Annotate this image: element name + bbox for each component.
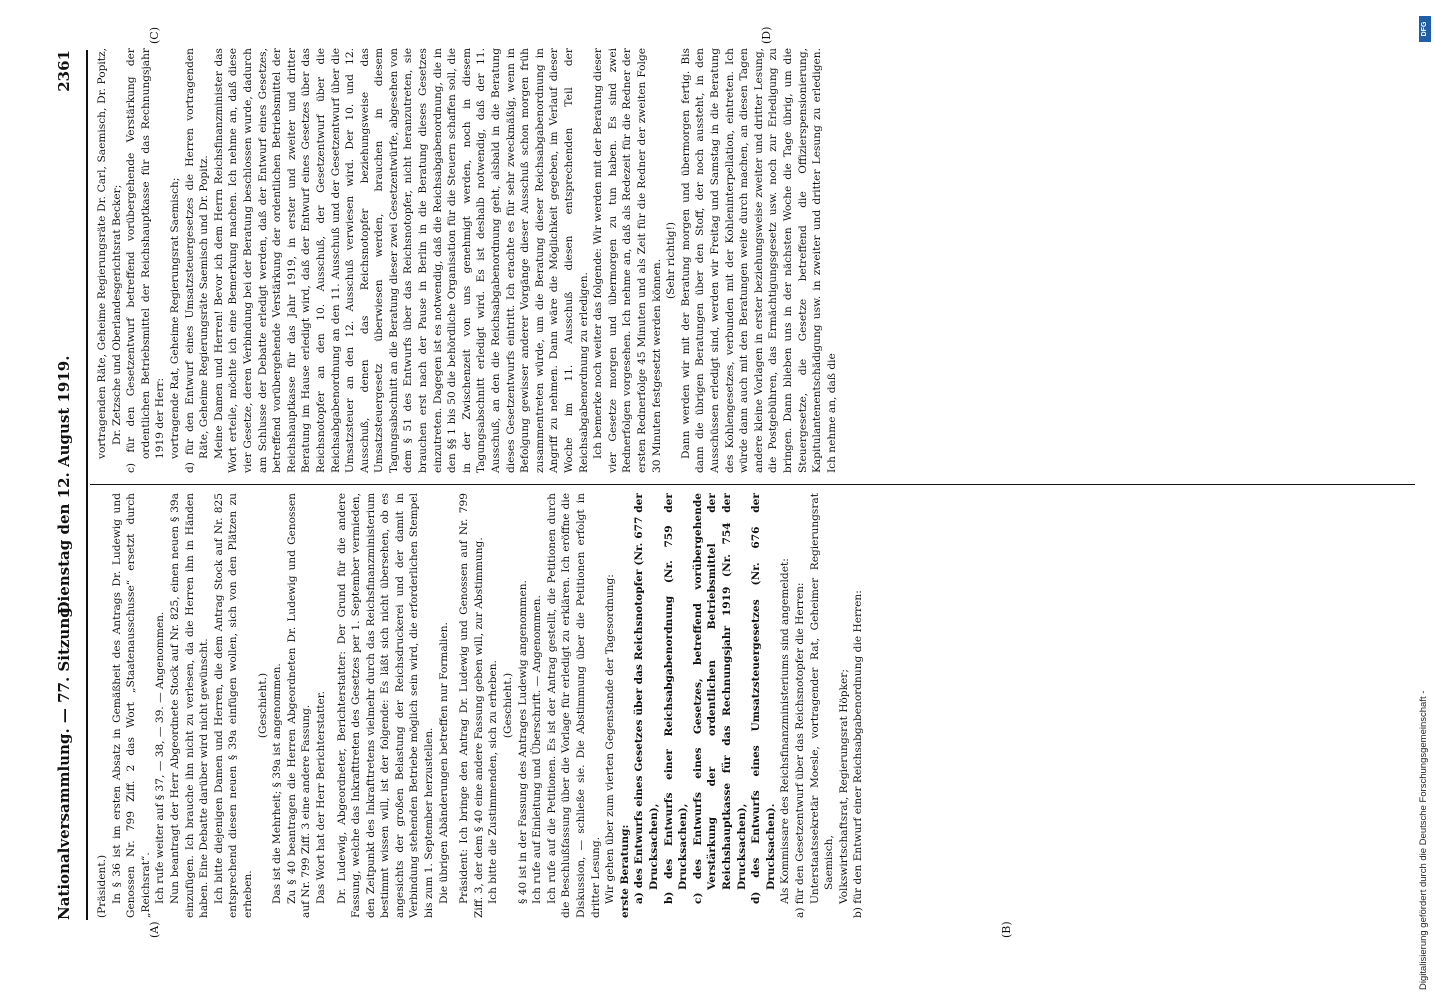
column-divider bbox=[90, 484, 1415, 485]
digitization-sidebar bbox=[1418, 10, 1432, 990]
speaker-tag: (Präsident.) bbox=[96, 854, 108, 918]
agenda-item: d) des Entwurfs eines Umsatzsteuergesetzes (Nr. 676 der Drucksachen). bbox=[750, 493, 777, 904]
commissioner-item: b) für den Entwurf einer Reichsabgabenordnung die Herren: bbox=[852, 590, 865, 918]
paragraph: In § 36 ist im ersten Absatz in Gemäßheit des Antrags Dr. Ludewig und Genossen Nr. 799 Ziff. 2 das Wort „Staatenausschusse“ ersetzt durch „Reichsrat“. bbox=[110, 493, 152, 918]
commissioner-item: a) für den Gesetzentwurf über das Reichsnotopfer die Herren: bbox=[793, 582, 806, 918]
margin-label-a: (A) bbox=[148, 921, 161, 938]
paragraph: Die übrigen Abänderungen betreffen nur Formalien. bbox=[437, 622, 450, 904]
right-column bbox=[95, 48, 839, 473]
agenda-heading: erste Beratung: bbox=[618, 824, 631, 918]
page-number: 2361 bbox=[55, 50, 73, 92]
paragraph: Ich bitte diejenigen Damen und Herren, die dem Antrag Stock auf Nr. 825 entsprechend diesen neuen § 39a einfügen wollen, sich von den Plätzen zu erheben. bbox=[212, 493, 254, 918]
paragraph: Das Wort hat der Herr Berichterstatter. bbox=[314, 690, 327, 904]
header-left: Nationalversammlung. — 77. Sitzung. bbox=[55, 602, 73, 920]
paragraph: Ich bitte die Zustimmenden, sich zu erheben. bbox=[487, 660, 500, 904]
paragraph: Dr. Ludewig, Abgeordneter, Berichterstatter: Der Grund für die andere Fassung, welche das Inkrafttreten des Gesetzes per 1. September vermieden, den Zeitpunkt des Inkrafttretens vielmehr durch das Reichsfinanzministerium bestimmt wissen will, ist der folgende: Es läßt sich nicht übersehen, ob es angesichts der großen Belastung der Reichsdruckerei und der damit in Verbindung stehenden Betriebe möglich sein wird, die erforderlichen Stempel bis zum 1. September herzustellen. bbox=[335, 493, 436, 918]
paragraph: Meine Damen und Herren! Bevor ich dem Herrn Reichsfinanzminister das Wort erteile, möchte ich eine Bemerkung machen. Ich nehme an, daß diese vier Gesetze, deren Verbindung bei der Beratung beschlossen wurde, dadurch am Schlusse der Debatte erledigt werden, daß der Entwurf eines Gesetzes, betreffend vorübergehende Verstärkung der ordentlichen Betriebsmittel der Reichshauptkasse für das Jahr 1919, in erster und zweiter und dritter Beratung im Hause erledigt wird, daß der Entwurf eines Gesetzes über das Reichsnotopfer an den 10. Ausschuß, der Gesetzentwurf über die Reichsabgabenordnung an den 11. Ausschuß und der Gesetzentwurf über die Umsatzsteuer an den 12. Ausschuß verwiesen wird. Der 10. und 12. Ausschuß, denen das Reichsnotopfer beziehungsweise das Umsatzsteuergesetz überwiesen werden, brauchen in diesem Tagungsabschnitt an die Beratung dieser zwei Gesetzentwürfe, abgesehen von dem § 51 des Entwurfs über das Reichsnotopfer, nicht heranzutreten, sie brauchen erst nach der Pause in Berlin in die Beratung dieses Gesetzes einzutreten. Dagegen ist es notwendig, daß die Reichsabgabenordnung, die in den §§ 1 bis 50 die behördliche Organisation für die Steuern schaffen soll, die in der Zwischenzeit von uns genehmigt werden, noch in diesem Tagungsabschnitt erledigt wird. Es ist deshalb notwendig, daß der 11. Ausschuß, an den die Reichsabgabenordnung geht, alsbald in die Beratung dieses Gesetzentwurfs eintritt. Ich erachte es für sehr zweckmäßig, wenn in Befolgung gewisser anderer Vorgänge dieser Ausschuß schon morgen früh zusammentreten würde, um die Beratung dieser Reichsabgabenordnung in Angriff zu nehmen. Dann wäre die Möglichkeit gegeben, im Verlauf dieser Woche im 11. Ausschuß diesen entsprechenden Teil der Reichsabgabenordnung zu erledigen. bbox=[212, 48, 590, 473]
stage-direction: (Sehr richtig!) bbox=[665, 222, 678, 299]
sidebar-credit: Digitalisierung gefördert durch die Deutsche Forschungsgemeinschaft - bbox=[1418, 690, 1429, 990]
commissioner-names: Unterstaatssekretär Moesle, vortragender Rat, Geheimer Regierungsrat Saemisch, bbox=[808, 493, 836, 904]
paragraph: Als Kommissare des Reichsfinanzministeriums sind angemeldet: bbox=[779, 558, 792, 904]
page-header bbox=[55, 50, 83, 920]
dfg-logo: DFG bbox=[1419, 16, 1431, 42]
margin-label-b: (B) bbox=[1000, 921, 1013, 938]
stage-direction: (Geschieht.) bbox=[256, 672, 269, 739]
paragraph: Zu § 40 beantragen die Herren Abgeordneten Dr. Ludewig und Genossen auf Nr. 799 Ziff. 3 eine andere Fassung. bbox=[285, 493, 313, 918]
margin-label-d: (D) bbox=[760, 26, 773, 44]
commissioner-names: vortragenden Räte, Geheime Regierungsräte Dr. Carl, Saemisch, Dr. Popitz, Dr. Zetzsche und Oberlandesgerichtsrat Becker; bbox=[96, 48, 123, 459]
paragraph: Ich rufe auf die Petitionen. Es ist der Antrag gestellt, die Petitionen durch die Beschlußfassung über die Vorlage für erledigt zu erklären. Ich eröffne die Diskussion, — schließe sie. Die Abstimmung über die Petitionen erfolgt in dritter Lesung. bbox=[545, 493, 602, 918]
paragraph: Präsident: Ich bringe den Antrag Dr. Ludewig und Genossen auf Nr. 799 Ziff. 3, der dem § 40 eine andere Fassung geben will, zur Abstimmung. bbox=[458, 493, 485, 918]
paragraph: Ich rufe weiter auf § 37, — 38, — 39. — Angenommen. bbox=[154, 611, 167, 904]
commissioner-names: vortragende Rat, Geheime Regierungsrat Saemisch; bbox=[168, 177, 181, 459]
paragraph: Ich bemerke noch weiter das folgende: Wir werden mit der Beratung dieser vier Gesetze morgen und übermorgen zu tun haben. Es sind zwei Rednerfolgen vorgesehen. Ich nehme an, daß als Redezeit für die Redner der ersten Rednerfolge 45 Minuten und als Zeit für die Redner der zweiten Folge 30 Minuten festgesetzt werden können. bbox=[592, 48, 663, 473]
paragraph: Wir gehen über zum vierten Gegenstande der Tagesordnung: bbox=[604, 574, 617, 904]
left-column bbox=[95, 493, 866, 918]
header-date: Dienstag den 12. August 1919. bbox=[55, 355, 73, 615]
paragraph: Dann werden wir mit der Beratung morgen und übermorgen fertig. Bis dann die übrigen Beratungen über den Stoff, der noch aussteht, in den Ausschüssen erledigt sind, werden wir Freitag und Samstag in die Beratung des Kohlengesetzes, verbunden mit der Kohleninterpellation, eintreten. Ich würde dann auch mit den Beratungen weite durch machen, an diesen Tagen andere kleine Vorlagen in erster beziehungsweise zweiter und dritter Lesung, die Postgebühren, das Ermächtigungsgesetz usw. noch zur Erledigung zu bringen. Dann blieben uns in der nächsten Woche die Tage übrig, um die Steuergesetze, die Gesetze betreffend die Offizierspensionierung, Kapitulantenentschädigung usw. in zweiter und dritter Lesung zu erledigen. Ich nehme an, daß die bbox=[679, 48, 838, 473]
commissioner-item: d) für den Entwurf eines Umsatzsteuergesetzes die Herren vortragenden Räte, Geheime Regierungsräte Saemisch und Dr. Popitz. bbox=[183, 48, 211, 473]
paragraph: § 40 ist in der Fassung des Antrages Ludewig angenommen. bbox=[516, 580, 529, 904]
margin-label-c: (C) bbox=[148, 27, 161, 44]
paragraph: Das ist die Mehrheit; § 39a ist angenommen. bbox=[271, 663, 284, 904]
agenda-item: a) des Entwurfs eines Gesetzes über das Reichsnotopfer (Nr. 677 der Drucksachen), bbox=[633, 493, 660, 904]
stage-direction: (Geschieht.) bbox=[502, 672, 515, 739]
agenda-item: c) des Entwurfs eines Gesetzes, betreffend vorübergehende Verstärkung der ordentlichen Betriebsmittel der Reichshauptkasse für das Rechnungsjahr 1919 (Nr. 754 der Drucksachen), bbox=[691, 493, 748, 904]
header-rule bbox=[86, 50, 88, 920]
commissioner-names: Volkswirtschaftsrat, Regierungsrat Höpker; bbox=[837, 669, 850, 904]
commissioner-item: c) für den Gesetzentwurf betreffend vorübergehende Verstärkung der ordentlichen Betriebsmittel der Reichshauptkasse für das Rechnungsjahr 1919 der Herr: bbox=[125, 48, 167, 473]
paragraph: Ich rufe auf Einleitung und Überschrift. — Angenommen. bbox=[531, 595, 544, 904]
agenda-item: b) des Entwurfs einer Reichsabgabenordnung (Nr. 759 der Drucksachen), bbox=[662, 493, 690, 904]
paragraph: Nun beantragt der Herr Abgeordnete Stock auf Nr. 825, einen neuen § 39a einzufügen. Ich brauche ihn nicht zu verlesen, da die Herren ihn in Händen haben. Eine Debatte darüber wird nicht gewünscht. bbox=[168, 493, 211, 918]
